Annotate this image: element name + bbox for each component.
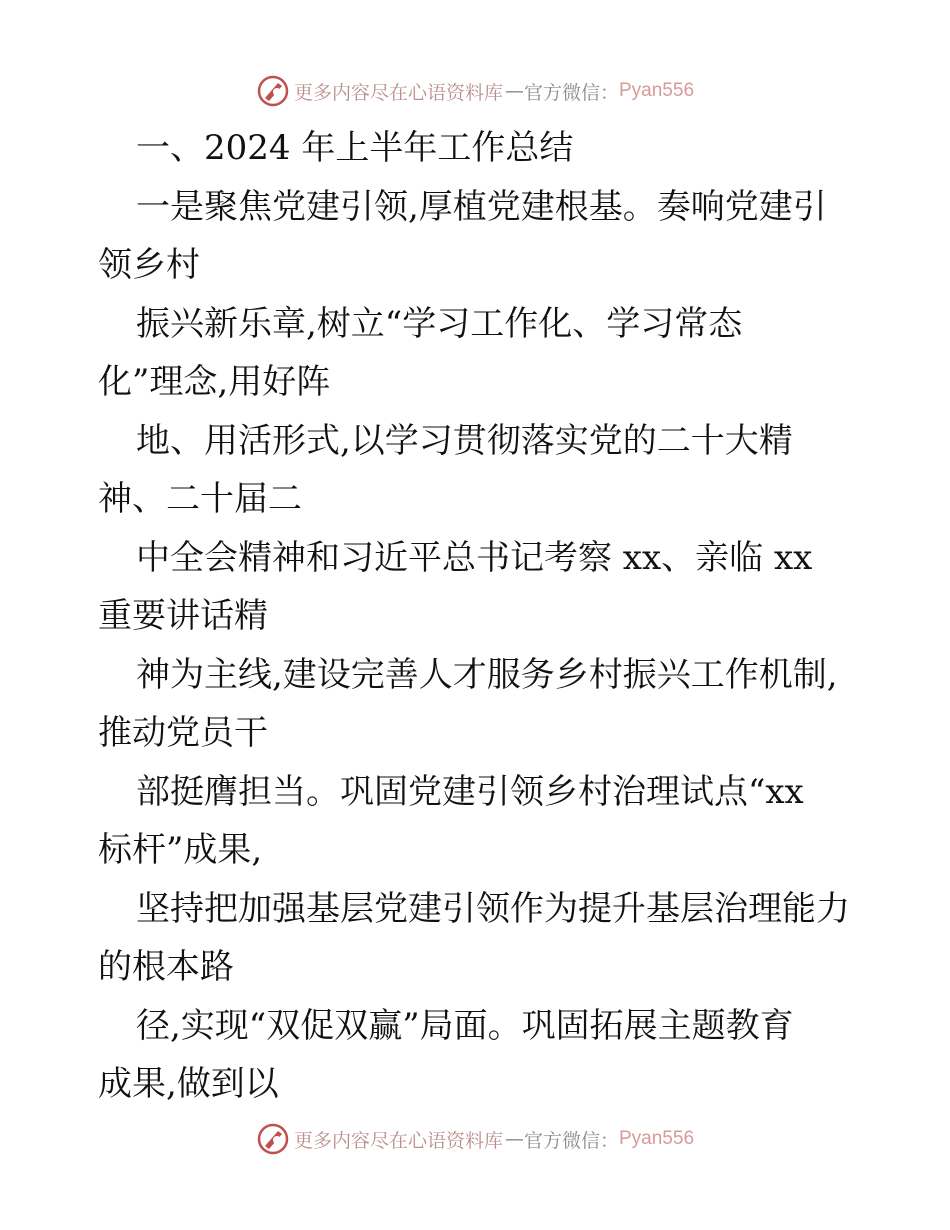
watermark-official-label: 官方微信：: [523, 81, 619, 104]
header-watermark: [0, 71, 950, 111]
paragraph-line: 振兴新乐章,树立“学习工作化、学习常态: [136, 304, 743, 344]
paragraph-line: 领乡村: [98, 245, 200, 285]
footer-watermark: [0, 1119, 950, 1159]
watermark-dash: —: [504, 1128, 524, 1150]
paragraph-line: 部挺膺担当。巩固党建引领乡村治理试点“xx: [136, 772, 804, 812]
paragraph-line: 的根本路: [98, 947, 234, 987]
paragraph-line: 化”理念,用好阵: [98, 362, 331, 402]
section-heading: 一、2024 年上半年工作总结: [136, 128, 574, 168]
paragraph-line: 成果,做到以: [98, 1064, 279, 1104]
pen-logo-icon: [256, 74, 290, 108]
paragraph-line: 坚持把加强基层党建引领作为提升基层治理能力: [136, 889, 850, 929]
pen-logo-icon: [256, 1122, 290, 1156]
watermark-main-text: 更多内容尽在心语资料库: [293, 1129, 503, 1152]
watermark-dash: —: [504, 80, 524, 102]
paragraph-line: 地、用活形式,以学习贯彻落实党的二十大精: [136, 421, 793, 461]
watermark-official-label: 官方微信：: [523, 1129, 619, 1152]
paragraph-line: 一是聚焦党建引领,厚植党建根基。奏响党建引: [136, 187, 827, 227]
paragraph-line: 重要讲话精: [98, 596, 268, 636]
paragraph-line: 径,实现“双促双赢”局面。巩固拓展主题教育: [136, 1006, 794, 1046]
paragraph-line: 中全会精神和习近平总书记考察 xx、亲临 xx: [136, 538, 813, 578]
paragraph-line: 标杆”成果,: [98, 830, 263, 870]
paragraph-line: 推动党员干: [98, 713, 268, 753]
paragraph-line: 神、二十届二: [98, 479, 302, 519]
watermark-wechat-id: Pyan556: [619, 80, 695, 101]
watermark-main-text: 更多内容尽在心语资料库: [293, 81, 503, 104]
paragraph-line: 神为主线,建设完善人才服务乡村振兴工作机制,: [136, 655, 838, 695]
watermark-wechat-id: Pyan556: [619, 1128, 695, 1149]
